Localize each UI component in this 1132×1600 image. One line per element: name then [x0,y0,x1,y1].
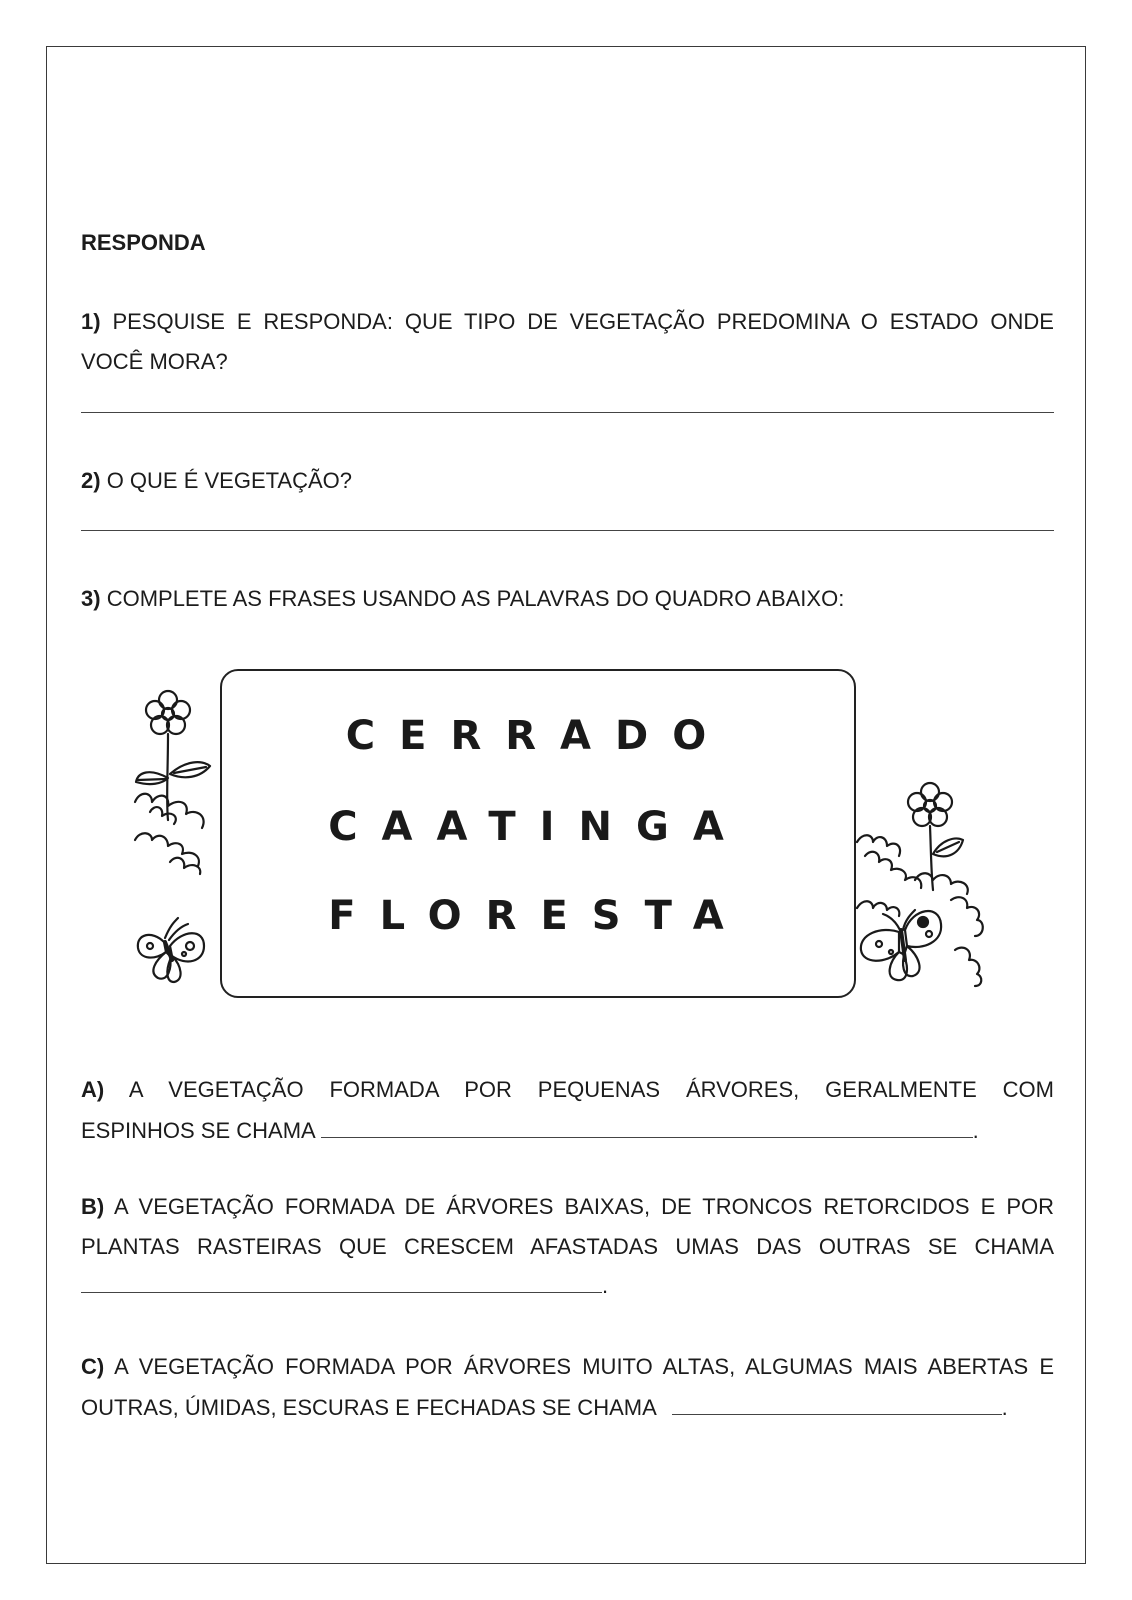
item-b-answer-blank[interactable] [81,1274,602,1293]
item-b-line-2: PLANTAS RASTEIRAS QUE CRESCEM AFASTADAS UMAS DAS OUTRAS SE CHAMA [81,1234,1054,1259]
item-a-answer-blank[interactable] [321,1119,973,1138]
word-box [220,669,856,998]
item-a-letter: A) [81,1077,105,1102]
item-b-letter: B) [81,1194,105,1219]
page-title: RESPONDA [81,230,206,255]
word-caatinga: CAATINGA [328,804,748,850]
question-3-number: 3) [81,586,101,611]
word-floresta: FLORESTA [328,893,748,939]
right-flower-icon [855,780,985,1010]
question-2: 2) O QUE É VEGETAÇÃO? [81,468,353,493]
item-b-line-3: . [81,1274,608,1297]
left-flower-icon [130,690,230,1010]
question-1-line-1: 1) PESQUISE E RESPONDA: QUE TIPO DE VEGETAÇÃO PREDOMINA O ESTADO ONDE [81,309,1054,334]
item-b-line-1: B) A VEGETAÇÃO FORMADA DE ÁRVORES BAIXAS, DE TRONCOS RETORCIDOS E POR [81,1194,1054,1219]
word-cerrado: CERRADO [345,713,731,759]
item-c-answer-blank[interactable] [672,1396,1002,1415]
answer-line-2[interactable] [81,530,1054,531]
question-3: 3) COMPLETE AS FRASES USANDO AS PALAVRAS DO QUADRO ABAIXO: [81,586,845,611]
item-a-line-1: A) A VEGETAÇÃO FORMADA POR PEQUENAS ÁRVORES, GERALMENTE COM [81,1077,1054,1102]
item-c-line-2: OUTRAS, ÚMIDAS, ESCURAS E FECHADAS SE CHAMA . [81,1395,1008,1420]
item-a-line-2: ESPINHOS SE CHAMA . [81,1118,979,1143]
item-c-line-1: C) A VEGETAÇÃO FORMADA POR ÁRVORES MUITO ALTAS, ALGUMAS MAIS ABERTAS E [81,1354,1055,1379]
answer-line-1[interactable] [81,412,1054,413]
item-c-letter: C) [81,1354,105,1379]
question-1-number: 1) [81,309,101,334]
question-2-number: 2) [81,468,101,493]
question-1-line-2: VOCÊ MORA? [81,349,228,374]
